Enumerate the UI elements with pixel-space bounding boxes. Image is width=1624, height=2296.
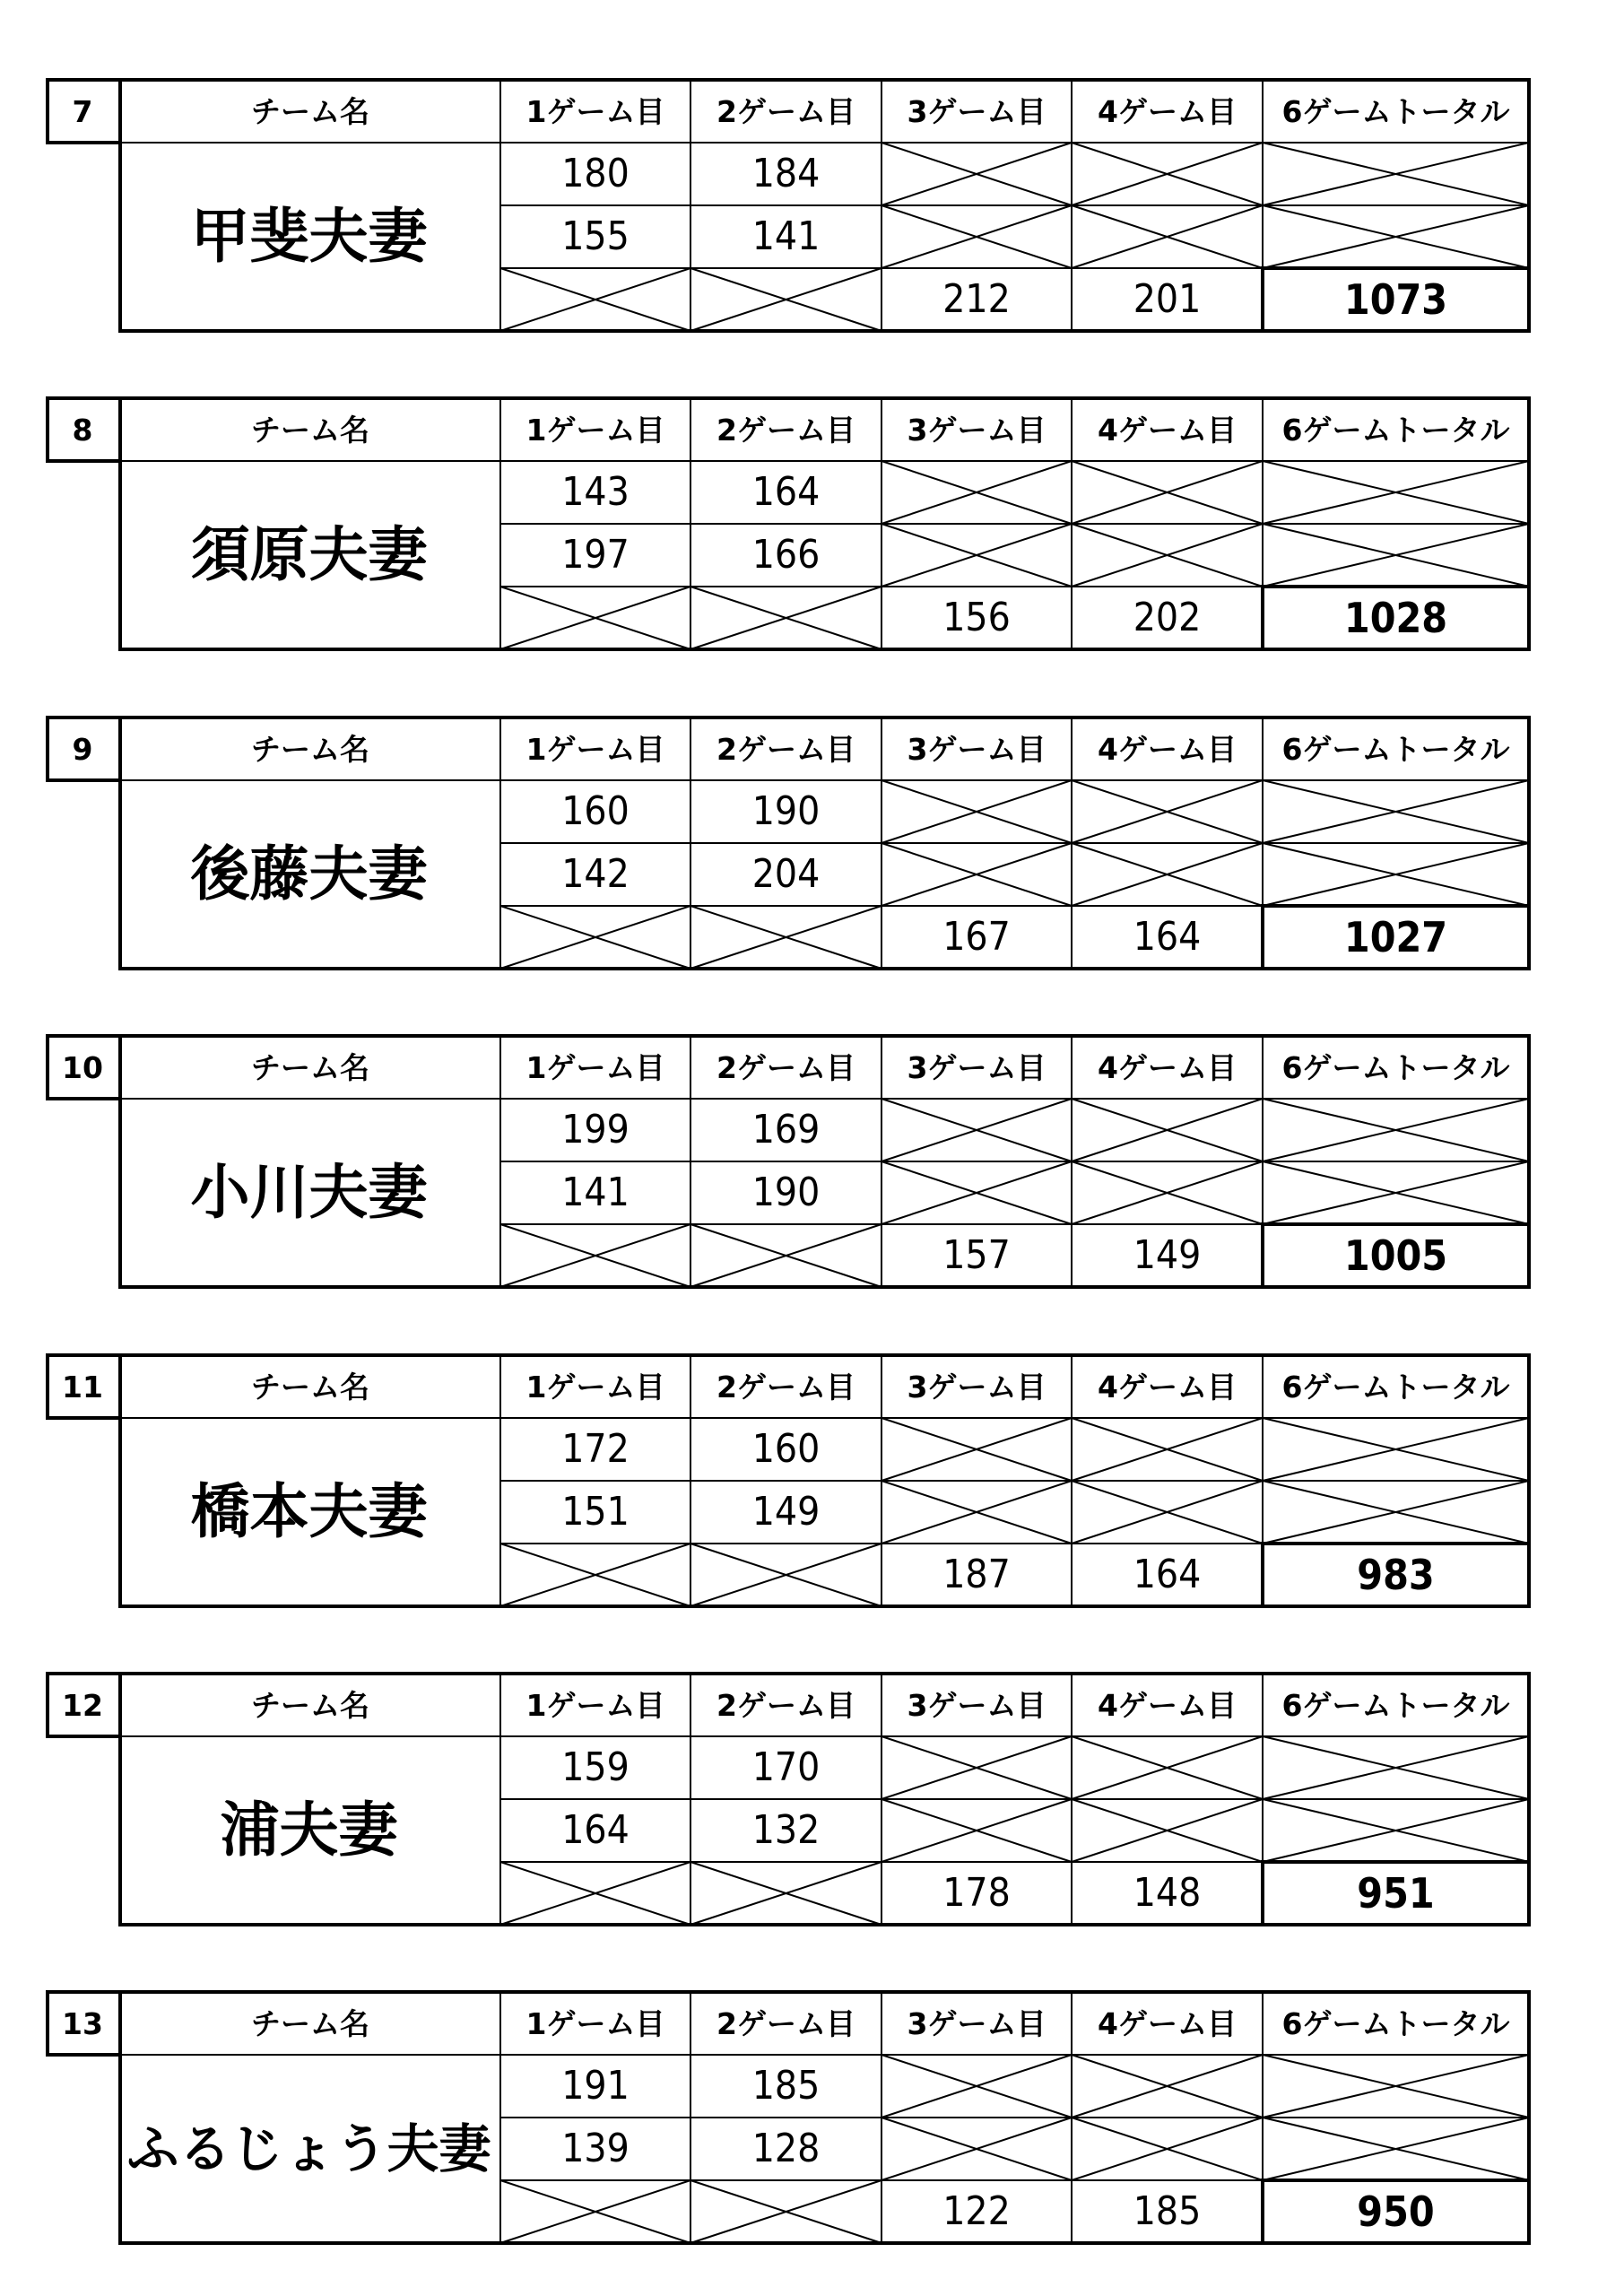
empty-cell-cross (1072, 1736, 1263, 1799)
empty-cell-cross (881, 461, 1072, 524)
header-game-1: 1ゲーム目 (525, 1369, 665, 1405)
game1-score-player2: 141 (561, 1170, 630, 1215)
header-team-name: チーム名 (251, 2005, 369, 2041)
header-game-1: 1ゲーム目 (525, 1049, 665, 1085)
empty-cell-cross (500, 1224, 690, 1287)
game3-pair-score: 178 (942, 1870, 1011, 1916)
team-score-block (0, 1669, 1624, 1929)
empty-cell-cross (1072, 843, 1263, 906)
header-game-2: 2ゲーム目 (716, 1687, 855, 1723)
game3-pair-score: 122 (942, 2188, 1011, 2234)
empty-cell-cross (1263, 2055, 1529, 2118)
empty-cell-cross (881, 1481, 1072, 1544)
header-game-2: 2ゲーム目 (716, 2005, 855, 2041)
game2-score-player1: 160 (751, 1426, 821, 1472)
empty-cell-cross (1263, 2118, 1529, 2180)
header-total: 6ゲームトータル (1281, 1369, 1510, 1405)
game2-score-player2: 166 (751, 532, 821, 578)
empty-cell-cross (500, 906, 690, 969)
empty-cell-cross (881, 843, 1072, 906)
team-name: ふるじょう夫妻 (126, 2118, 491, 2179)
header-team-name: チーム名 (251, 1369, 369, 1405)
game2-score-player2: 132 (751, 1807, 821, 1853)
header-game-4: 4ゲーム目 (1098, 1369, 1237, 1405)
game4-pair-score: 185 (1133, 2188, 1202, 2234)
empty-cell-cross (1072, 143, 1263, 205)
empty-cell-cross (690, 1862, 881, 1925)
empty-cell-cross (881, 143, 1072, 205)
game2-score-player1: 185 (751, 2063, 821, 2109)
game4-pair-score: 149 (1133, 1232, 1202, 1278)
empty-cell-cross (1263, 143, 1529, 205)
game1-score-player2: 164 (561, 1807, 630, 1853)
game4-pair-score: 164 (1133, 1552, 1202, 1597)
empty-cell-cross (690, 1224, 881, 1287)
rank-number: 11 (62, 1369, 103, 1405)
empty-cell-cross (1263, 205, 1529, 268)
six-game-total: 951 (1357, 1869, 1435, 1918)
header-game-4: 4ゲーム目 (1098, 412, 1237, 448)
team-score-block (0, 394, 1624, 654)
game3-pair-score: 212 (942, 276, 1011, 322)
game1-score-player2: 139 (561, 2126, 630, 2171)
empty-cell-cross (500, 1544, 690, 1606)
game2-score-player1: 190 (751, 788, 821, 834)
header-total: 6ゲームトータル (1281, 93, 1510, 129)
header-game-2: 2ゲーム目 (716, 93, 855, 129)
empty-cell-cross (690, 1544, 881, 1606)
game1-score-player1: 172 (561, 1426, 630, 1472)
empty-cell-cross (690, 268, 881, 331)
game4-pair-score: 148 (1133, 1870, 1202, 1916)
empty-cell-cross (690, 587, 881, 649)
empty-cell-cross (500, 587, 690, 649)
empty-cell-cross (881, 1799, 1072, 1862)
game2-score-player2: 190 (751, 1170, 821, 1215)
empty-cell-cross (1263, 1736, 1529, 1799)
six-game-total: 1028 (1343, 594, 1448, 642)
game3-pair-score: 167 (942, 914, 1011, 960)
team-score-block (0, 713, 1624, 973)
empty-cell-cross (881, 1161, 1072, 1224)
six-game-total: 983 (1357, 1551, 1435, 1599)
header-game-4: 4ゲーム目 (1098, 1687, 1237, 1723)
rank-number: 13 (62, 2005, 103, 2041)
header-game-4: 4ゲーム目 (1098, 1049, 1237, 1085)
empty-cell-cross (1072, 205, 1263, 268)
game1-score-player2: 197 (561, 532, 630, 578)
team-score-block (0, 1031, 1624, 1292)
empty-cell-cross (881, 1418, 1072, 1481)
header-game-3: 3ゲーム目 (907, 1369, 1046, 1405)
header-team-name: チーム名 (251, 412, 369, 448)
header-total: 6ゲームトータル (1281, 1049, 1510, 1085)
game1-score-player2: 151 (561, 1489, 630, 1535)
empty-cell-cross (1263, 1099, 1529, 1161)
game2-score-player1: 184 (751, 151, 821, 196)
header-team-name: チーム名 (251, 1687, 369, 1723)
rank-number: 10 (62, 1049, 103, 1085)
team-score-block (0, 1987, 1624, 2248)
rank-number: 7 (72, 93, 93, 129)
empty-cell-cross (1072, 524, 1263, 587)
game3-pair-score: 157 (942, 1232, 1011, 1278)
empty-cell-cross (1263, 780, 1529, 843)
team-name: 須原夫妻 (190, 520, 428, 589)
rank-number: 12 (62, 1687, 103, 1723)
header-total: 6ゲームトータル (1281, 412, 1510, 448)
empty-cell-cross (1072, 1481, 1263, 1544)
empty-cell-cross (1072, 2055, 1263, 2118)
game2-score-player2: 141 (751, 213, 821, 259)
team-score-block (0, 75, 1624, 335)
game2-score-player1: 164 (751, 469, 821, 515)
game2-score-player1: 170 (751, 1744, 821, 1790)
header-game-4: 4ゲーム目 (1098, 93, 1237, 129)
header-game-1: 1ゲーム目 (525, 2005, 665, 2041)
empty-cell-cross (1263, 1481, 1529, 1544)
game1-score-player1: 159 (561, 1744, 630, 1790)
header-game-3: 3ゲーム目 (907, 93, 1046, 129)
game4-pair-score: 164 (1133, 914, 1202, 960)
empty-cell-cross (881, 1099, 1072, 1161)
header-game-3: 3ゲーム目 (907, 1049, 1046, 1085)
empty-cell-cross (881, 2055, 1072, 2118)
six-game-total: 1005 (1343, 1231, 1448, 1280)
six-game-total: 950 (1357, 2187, 1435, 2236)
game2-score-player2: 149 (751, 1489, 821, 1535)
header-game-2: 2ゲーム目 (716, 731, 855, 767)
team-name: 浦夫妻 (220, 1796, 398, 1865)
team-name: 甲斐夫妻 (190, 202, 428, 271)
game4-pair-score: 202 (1133, 595, 1202, 640)
empty-cell-cross (500, 1862, 690, 1925)
team-score-block (0, 1351, 1624, 1611)
header-total: 6ゲームトータル (1281, 2005, 1510, 2041)
header-game-1: 1ゲーム目 (525, 731, 665, 767)
header-team-name: チーム名 (251, 731, 369, 767)
game1-score-player2: 142 (561, 851, 630, 897)
empty-cell-cross (500, 268, 690, 331)
team-name: 小川夫妻 (190, 1158, 428, 1227)
six-game-total: 1073 (1343, 275, 1448, 324)
empty-cell-cross (1072, 461, 1263, 524)
empty-cell-cross (1263, 1799, 1529, 1862)
six-game-total: 1027 (1343, 913, 1448, 961)
empty-cell-cross (690, 906, 881, 969)
game1-score-player1: 160 (561, 788, 630, 834)
empty-cell-cross (1072, 2118, 1263, 2180)
empty-cell-cross (1263, 524, 1529, 587)
header-total: 6ゲームトータル (1281, 731, 1510, 767)
game2-score-player1: 169 (751, 1107, 821, 1152)
empty-cell-cross (1072, 1418, 1263, 1481)
game4-pair-score: 201 (1133, 276, 1202, 322)
game1-score-player2: 155 (561, 213, 630, 259)
header-team-name: チーム名 (251, 93, 369, 129)
rank-number: 9 (72, 731, 93, 767)
header-game-3: 3ゲーム目 (907, 2005, 1046, 2041)
header-game-1: 1ゲーム目 (525, 412, 665, 448)
empty-cell-cross (1263, 1418, 1529, 1481)
game1-score-player1: 191 (561, 2063, 630, 2109)
header-game-1: 1ゲーム目 (525, 93, 665, 129)
header-game-3: 3ゲーム目 (907, 731, 1046, 767)
empty-cell-cross (1072, 1099, 1263, 1161)
header-team-name: チーム名 (251, 1049, 369, 1085)
game1-score-player1: 143 (561, 469, 630, 515)
rank-number: 8 (72, 412, 93, 448)
header-total: 6ゲームトータル (1281, 1687, 1510, 1723)
empty-cell-cross (881, 2118, 1072, 2180)
empty-cell-cross (881, 205, 1072, 268)
header-game-2: 2ゲーム目 (716, 412, 855, 448)
team-name: 橋本夫妻 (190, 1477, 428, 1546)
game1-score-player1: 180 (561, 151, 630, 196)
empty-cell-cross (1072, 1161, 1263, 1224)
header-game-4: 4ゲーム目 (1098, 2005, 1237, 2041)
game1-score-player1: 199 (561, 1107, 630, 1152)
empty-cell-cross (500, 2180, 690, 2243)
empty-cell-cross (1072, 1799, 1263, 1862)
empty-cell-cross (1263, 1161, 1529, 1224)
header-game-2: 2ゲーム目 (716, 1049, 855, 1085)
empty-cell-cross (1263, 843, 1529, 906)
game2-score-player2: 128 (751, 2126, 821, 2171)
header-game-3: 3ゲーム目 (907, 412, 1046, 448)
header-game-3: 3ゲーム目 (907, 1687, 1046, 1723)
empty-cell-cross (1263, 461, 1529, 524)
empty-cell-cross (690, 2180, 881, 2243)
empty-cell-cross (881, 780, 1072, 843)
team-name: 後藤夫妻 (190, 839, 428, 909)
empty-cell-cross (881, 524, 1072, 587)
header-game-2: 2ゲーム目 (716, 1369, 855, 1405)
header-game-4: 4ゲーム目 (1098, 731, 1237, 767)
empty-cell-cross (881, 1736, 1072, 1799)
game2-score-player2: 204 (751, 851, 821, 897)
game3-pair-score: 156 (942, 595, 1011, 640)
game3-pair-score: 187 (942, 1552, 1011, 1597)
header-game-1: 1ゲーム目 (525, 1687, 665, 1723)
empty-cell-cross (1072, 780, 1263, 843)
